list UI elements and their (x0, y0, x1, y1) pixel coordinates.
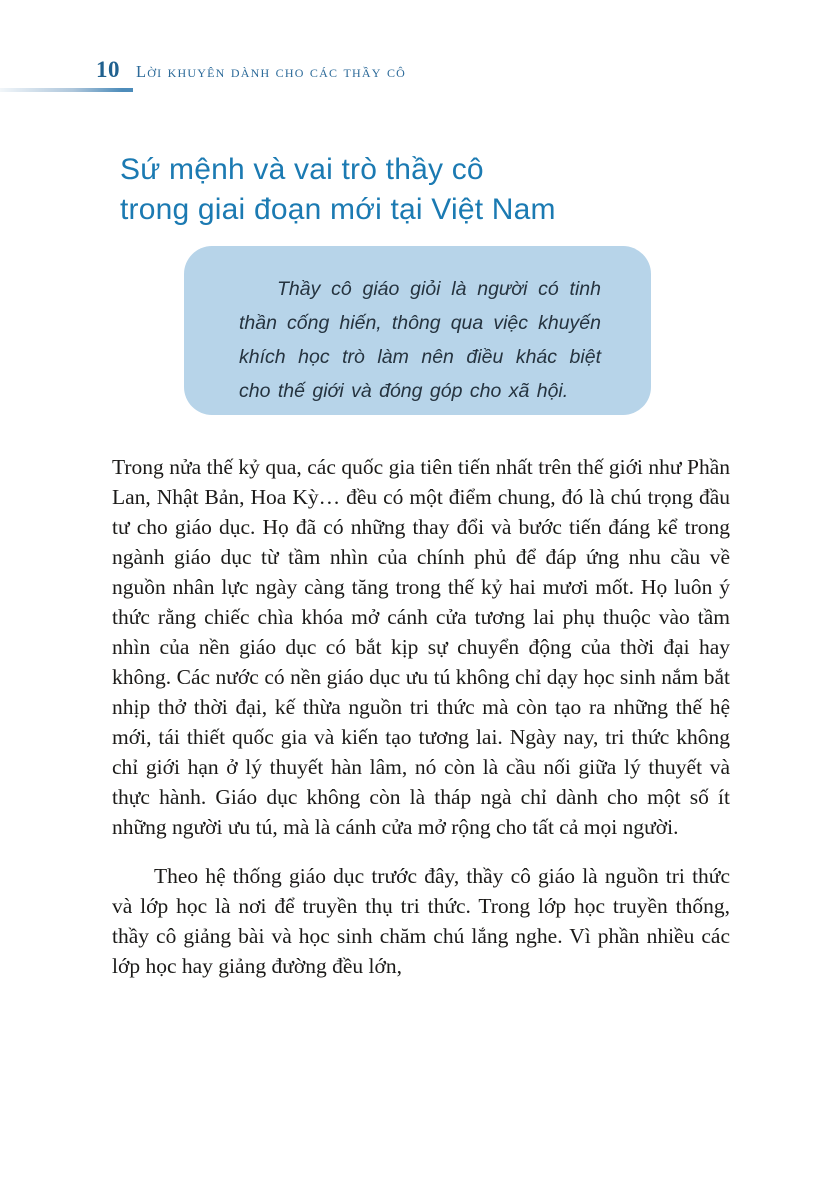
chapter-title-line1: Sứ mệnh và vai trò thầy cô (120, 153, 484, 186)
body-paragraph-2: Theo hệ thống giáo dục trước đây, thầy cô giáo là nguồn tri thức và lớp học là nơi để truyền thụ tri thức. Trong lớp học truyền thống, thầy cô giảng bài và học sinh chăm chú lắng nghe. Vì phần nhiều các lớp học hay giảng đường đều lớn, (112, 864, 730, 978)
quote-callout-text: Thầy cô giáo giỏi là người có tinh thần cống hiến, thông qua việc khuyến khích học trò làm nên điều khác biệt cho thế giới và đóng góp cho xã hội. (239, 278, 601, 402)
page-header (0, 0, 840, 100)
page-number: 10 (96, 57, 120, 82)
header-rule-divider (0, 88, 133, 92)
running-title: Lời khuyên dành cho các thầy cô (136, 62, 407, 81)
body-text-block (112, 452, 730, 981)
body-paragraph-1: Trong nửa thế kỷ qua, các quốc gia tiên tiến nhất trên thế giới như Phần Lan, Nhật Bản, Hoa Kỳ… đều có một điểm chung, đó là chú trọng đầu tư cho giáo dục. Họ đã có những thay đổi và bước tiến đáng kể trong ngành giáo dục từ tầm nhìn của chính phủ để đáp ứng nhu cầu về nguồn nhân lực ngày càng tăng trong thế kỷ hai mươi mốt. Họ luôn ý thức rằng chiếc chìa khóa mở cánh cửa tương lai phụ thuộc vào tầm nhìn của nền giáo dục có bắt kịp sự chuyển động của thời đại hay không. Các nước có nền giáo dục ưu tú không chỉ dạy học sinh nắm bắt nhịp thở thời đại, kế thừa nguồn tri thức mà còn tạo ra những thế hệ mới, tái thiết quốc gia và kiến tạo tương lai. Ngày nay, tri thức không chỉ giới hạn ở lý thuyết hàn lâm, nó còn là cầu nối giữa lý thuyết và thực hành. Giáo dục không còn là tháp ngà chỉ dành cho một số ít những người ưu tú, mà là cánh cửa mở rộng cho tất cả mọi người. (112, 455, 730, 839)
quote-callout-box (184, 246, 651, 415)
chapter-title (120, 150, 556, 230)
chapter-title-line2: trong giai đoạn mới tại Việt Nam (120, 193, 556, 226)
